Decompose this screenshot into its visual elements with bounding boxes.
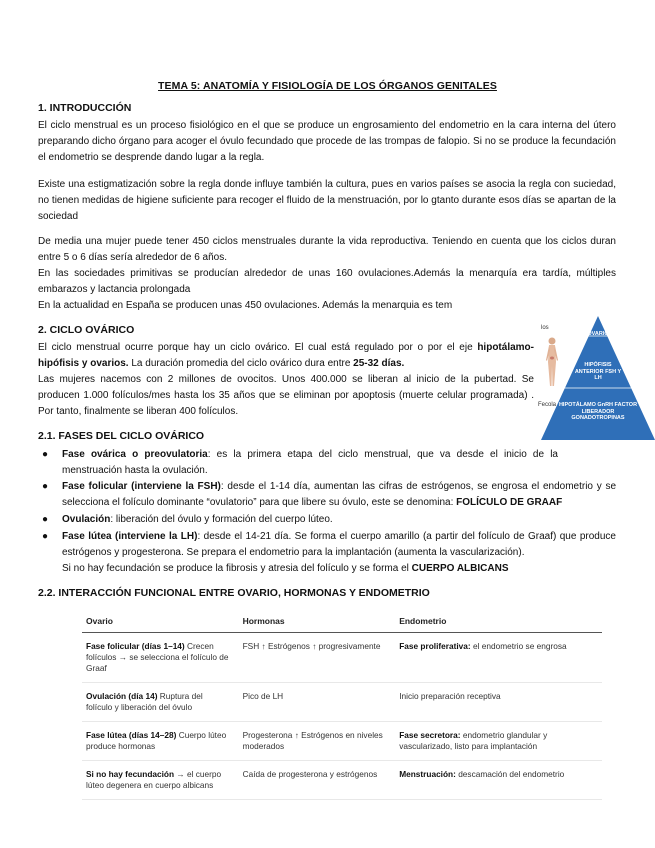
bullet-icon: ● — [42, 449, 49, 460]
table-cell: Menstruación: descamación del endometrio — [395, 761, 602, 800]
pyramid-tier-ovario: OVARIO — [587, 331, 609, 337]
section-heading-introduccion: 1. INTRODUCCIÓN — [38, 102, 132, 114]
table-header: Hormonas — [239, 612, 396, 633]
section-heading-fases: 2.1. FASES DEL CICLO OVÁRICO — [38, 430, 205, 442]
list-item: ● Fase folicular (interviene la FSH): desde el 1-14 día, aumentan las cifras de estrógenos, se engrosa el endometrio y se selecciona el folículo dominante “ovulatorio” para que libere su óvulo, este se denomina: FOLÍCULO DE GRAAF — [42, 481, 617, 508]
bullet-icon: ● — [42, 514, 49, 525]
interaction-table — [82, 612, 602, 800]
paragraph: El ciclo menstrual es un proceso fisiológico en el que se produce un engrosamiento del endometrio en la cara interna del útero preparando dicho órgano para acoger el óvulo fecundado que procede de las trompas de falopio. Si no se produce la fecundación el endometrio se desprende dando lugar a la regla. — [38, 120, 616, 163]
table-cell: Pico de LH — [239, 683, 396, 722]
figure-label: Fecola — [538, 402, 557, 408]
bullet-icon: ● — [42, 531, 49, 542]
bullet-icon: ● — [42, 481, 49, 492]
paragraph: El ciclo menstrual ocurre porque hay un ciclo ovárico. El cual está regulado por o por el eje hipotálamo-hipófisis y ovarios. La duración promedia del ciclo ovárico dura entre 25-32 días. — [38, 342, 534, 369]
table-cell: Si no hay fecundación → el cuerpo lúteo degenera en cuerpo albicans — [82, 761, 239, 800]
table-header: Endometrio — [395, 612, 602, 633]
table-header: Ovario — [82, 612, 239, 633]
table-cell: Fase lútea (días 14–28) Cuerpo lúteo produce hormonas — [82, 722, 239, 761]
list-item: ● Fase lútea (interviene la LH): desde el 14-21 día. Se forma el cuerpo amarillo (a partir del folículo de Graaf) que produce estrógenos y progesterona. Se prepara el endometrio para la implantación (aumenta la vascularización). Si no hay fecundación se produce la fibrosis y atresia del folículo y se forma el CUERPO ALBICANS — [42, 531, 616, 574]
pyramid-tier-hipotalamo: HIPOTÁLAMO GnRH FACTOR LIBERADOR GONADOTROPINAS — [558, 402, 638, 421]
table-cell: Fase proliferativa: el endometrio se engrosa — [395, 633, 602, 683]
paragraph: En las sociedades primitivas se producían alrededor de unas 160 ovulaciones.Además la menarquía era tardía, múltiples embarazos y lactancia prolongada — [38, 268, 616, 295]
table-row — [82, 761, 602, 800]
section-heading-interaccion: 2.2. INTERACCIÓN FUNCIONAL ENTRE OVARIO, HORMONAS Y ENDOMETRIO — [38, 587, 430, 599]
list-item: ● Fase ovárica o preovulatoria: es la primera etapa del ciclo menstrual, que va desde el inicio de la menstruación hasta la ovulación. — [42, 449, 558, 476]
paragraph: De media una mujer puede tener 450 ciclos menstruales durante la vida reproductiva. Teniendo en cuenta que los ciclos duran entre 5 o 6 días sería alrededor de 6 años. — [38, 236, 616, 263]
figure-label: los — [541, 325, 549, 331]
table-row — [82, 722, 602, 761]
table-cell: Progesterona ↑ Estrógenos en niveles moderados — [239, 722, 396, 761]
page-title: TEMA 5: ANATOMÍA Y FISIOLOGÍA DE LOS ÓRGANOS GENITALES — [158, 80, 497, 92]
pyramid-tier-hipofisis: HIPÓFISIS ANTERIOR FSH Y LH — [574, 362, 622, 381]
table-cell: FSH ↑ Estrógenos ↑ progresivamente — [239, 633, 396, 683]
table-row — [82, 633, 602, 683]
table-header-row — [82, 612, 602, 633]
table-cell: Fase folicular (días 1–14) Crecen folículos → se selecciona el folículo de Graaf — [82, 633, 239, 683]
section-heading-ciclo-ovarico: 2. CICLO OVÁRICO — [38, 324, 135, 336]
list-item: ● Ovulación: liberación del óvulo y formación del cuerpo lúteo. — [38, 512, 616, 528]
paragraph: Las mujeres nacemos con 2 millones de ovocitos. Unos 400.000 se liberan al inicio de la pubertad. Se producen 1.000 folículos/mes hasta los 35 años que se eliminan por apoptosis (muerte celular programada) . Por tanto, finalmente se liberan 400 folículos. — [38, 374, 534, 417]
table-cell: Fase secretora: endometrio glandular y vascularizado, listo para implantación — [395, 722, 602, 761]
paragraph: Existe una estigmatización sobre la regla donde influye también la cultura, pues en varios países se asocia la regla con suciedad, no tienen medidas de higiene suficiente para recoger el fluido de la menstruación, por lo gtanto durante esos días se apartan de la sociedad — [38, 179, 616, 222]
paragraph: En la actualidad en España se producen unas 450 ovulaciones. Además la menarquia es tem — [38, 300, 453, 311]
table-row — [82, 683, 602, 722]
table-cell: Caída de progesterona y estrógenos — [239, 761, 396, 800]
table-cell: Inicio preparación receptiva — [395, 683, 602, 722]
table-cell: Ovulación (día 14) Ruptura del folículo y liberación del óvulo — [82, 683, 239, 722]
